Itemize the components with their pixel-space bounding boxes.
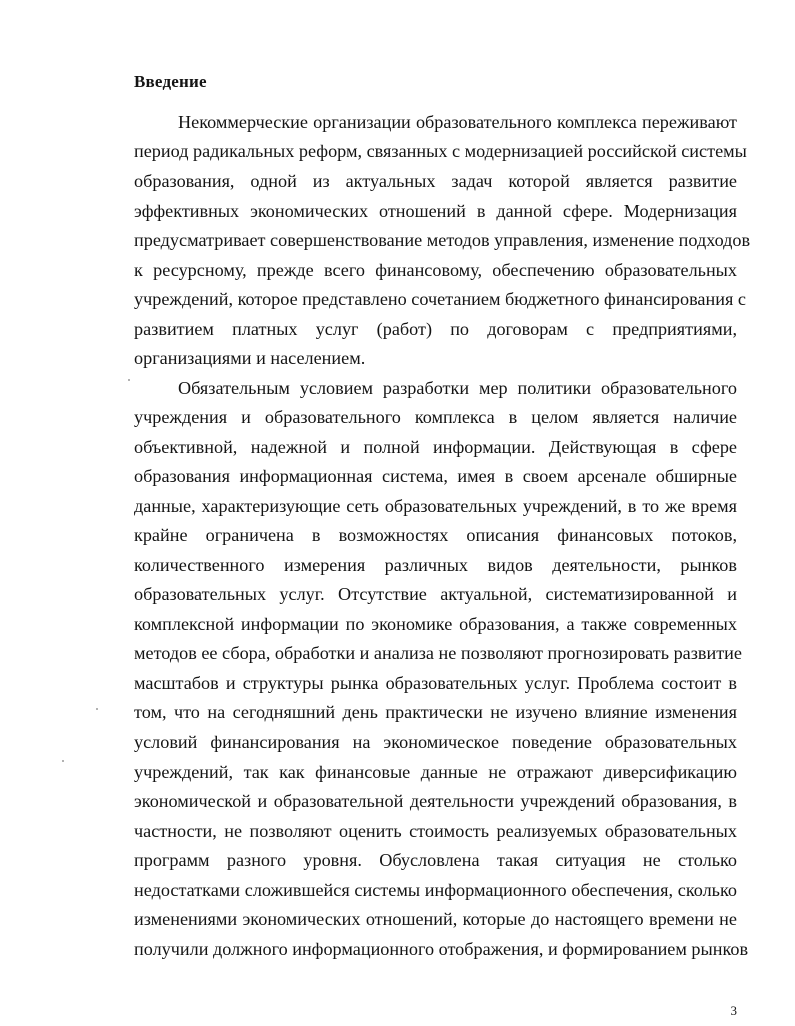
text-line: том, что на сегодняшний день практически не изучено влияние изменения [134,702,737,722]
text-line: методов ее сбора, обработки и анализа не позволяют прогнозировать развитие [134,643,742,663]
page-number: 3 [730,1003,737,1018]
text-line: изменениями экономических отношений, которые до настоящего времени не [134,909,737,929]
text-line: учреждения и образовательного комплекса в целом является наличие [134,407,737,427]
text-line: программ разного уровня. Обусловлена такая ситуация не столько [134,850,737,870]
text-line: учреждений, которое представлено сочетанием бюджетного финансирования с [134,289,746,309]
section-heading: Введение [134,72,207,91]
text-line: данные, характеризующие сеть образовательных учреждений, в то же время [134,496,737,516]
text-line: условий финансирования на экономическое поведение образовательных [134,732,737,752]
text-line: эффективных экономических отношений в данной сфере. Модернизация [134,201,737,221]
text-line: объективной, надежной и полной информации. Действующая в сфере [134,437,737,457]
text-line: образовательных услуг. Отсутствие актуальной, систематизированной и [134,584,737,604]
text-line: получили должного информационного отображения, и формированием рынков [134,939,749,959]
scan-speck [96,708,98,710]
text-line: учреждений, так как финансовые данные не отражают диверсификацию [134,762,737,782]
text-line: частности, не позволяют оценить стоимость реализуемых образовательных [134,821,737,841]
text-line: крайне ограничена в возможностях описания финансовых потоков, [134,525,737,545]
text-line: количественного измерения различных видов деятельности, рынков [134,555,737,575]
text-line: Обязательным условием разработки мер политики образовательного [178,378,737,398]
text-line: масштабов и структуры рынка образовательных услуг. Проблема состоит в [134,673,737,693]
text-line: недостатками сложившейся системы информационного обеспечения, сколько [134,880,737,900]
text-line: организациями и населением. [134,348,366,368]
text-line: к ресурсному, прежде всего финансовому, обеспечению образовательных [134,260,737,280]
scan-speck [62,760,64,762]
text-line: экономической и образовательной деятельности учреждений образования, в [134,791,737,811]
text-line: предусматривает совершенствование методов управления, изменение подходов [134,230,751,250]
text-line: комплексной информации по экономике образования, а также современных [134,614,737,634]
text-line: Некоммерческие организации образовательного комплекса переживают [178,112,737,132]
text-line: развитием платных услуг (работ) по договорам с предприятиями, [134,319,737,339]
text-line: образования, одной из актуальных задач которой является развитие [134,171,737,191]
text-line: период радикальных реформ, связанных с модернизацией российской системы [134,141,747,161]
scan-speck [128,379,130,381]
text-line: образования информационная система, имея в своем арсенале обширные [134,466,737,486]
